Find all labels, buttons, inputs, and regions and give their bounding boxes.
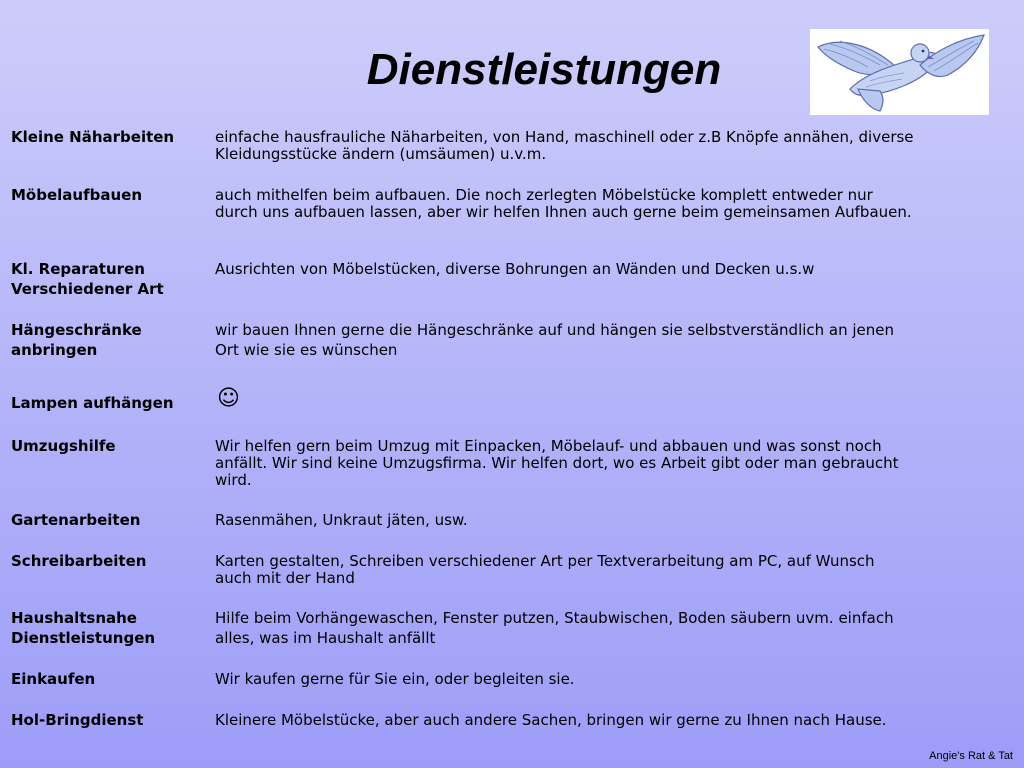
service-description: einfache hausfrauliche Näharbeiten, von Hand, maschinell oder z.B Knöpfe annähen, diverse Kleidungsstücke ändern (umsäumen) u.v.m. bbox=[215, 128, 914, 163]
service-term: Einkaufen bbox=[11, 670, 96, 688]
smiley-icon: ☺ bbox=[217, 386, 240, 411]
logo bbox=[810, 29, 989, 115]
service-description: Wir kaufen gerne für Sie ein, oder begleiten sie. bbox=[215, 670, 575, 688]
service-description: Ausrichten von Möbelstücken, diverse Bohrungen an Wänden und Decken u.s.w bbox=[215, 260, 815, 278]
service-term: Haushaltsnahe Dienstleistungen bbox=[11, 609, 156, 647]
service-description: Kleinere Möbelstücke, aber auch andere Sachen, bringen wir gerne zu Ihnen nach Hause. bbox=[215, 711, 887, 729]
page-title: Dienstleistungen bbox=[366, 45, 722, 94]
service-description: Karten gestalten, Schreiben verschiedener Art per Textverarbeitung am PC, auf Wunsch auch mit der Hand bbox=[215, 552, 875, 587]
service-description: Rasenmähen, Unkraut jäten, usw. bbox=[215, 511, 468, 529]
service-term: Schreibarbeiten bbox=[11, 552, 147, 570]
service-term: Hängeschränke anbringen bbox=[11, 321, 142, 359]
service-description: Hilfe beim Vorhängewaschen, Fenster putzen, Staubwischen, Boden säubern uvm. einfach alles, was im Haushalt anfällt bbox=[215, 609, 894, 647]
service-description: wir bauen Ihnen gerne die Hängeschränke auf und hängen sie selbstverständlich an jenen Ort wie sie es wünschen bbox=[215, 321, 895, 359]
service-term: Lampen aufhängen bbox=[11, 394, 174, 412]
dove-icon bbox=[810, 29, 989, 115]
service-term: Hol-Bringdienst bbox=[11, 711, 144, 729]
service-term: Möbelaufbauen bbox=[11, 186, 143, 204]
service-term: Kleine Näharbeiten bbox=[11, 128, 175, 146]
footer-text: Angie's Rat & Tat bbox=[929, 750, 1013, 762]
service-description: Wir helfen gern beim Umzug mit Einpacken, Möbelauf- und abbauen und was sonst noch anfällt. Wir sind keine Umzugsfirma. Wir helfen dort, wo es Arbeit gibt oder man gebraucht wird. bbox=[215, 437, 899, 489]
service-description: auch mithelfen beim aufbauen. Die noch zerlegten Möbelstücke komplett entweder nur durch uns aufbauen lassen, aber wir helfen Ihnen auch gerne beim gemeinsamen Aufbauen. bbox=[215, 186, 912, 221]
service-term: Gartenarbeiten bbox=[11, 511, 141, 529]
service-term: Kl. Reparaturen Verschiedener Art bbox=[11, 260, 164, 298]
service-term: Umzugshilfe bbox=[11, 437, 116, 455]
